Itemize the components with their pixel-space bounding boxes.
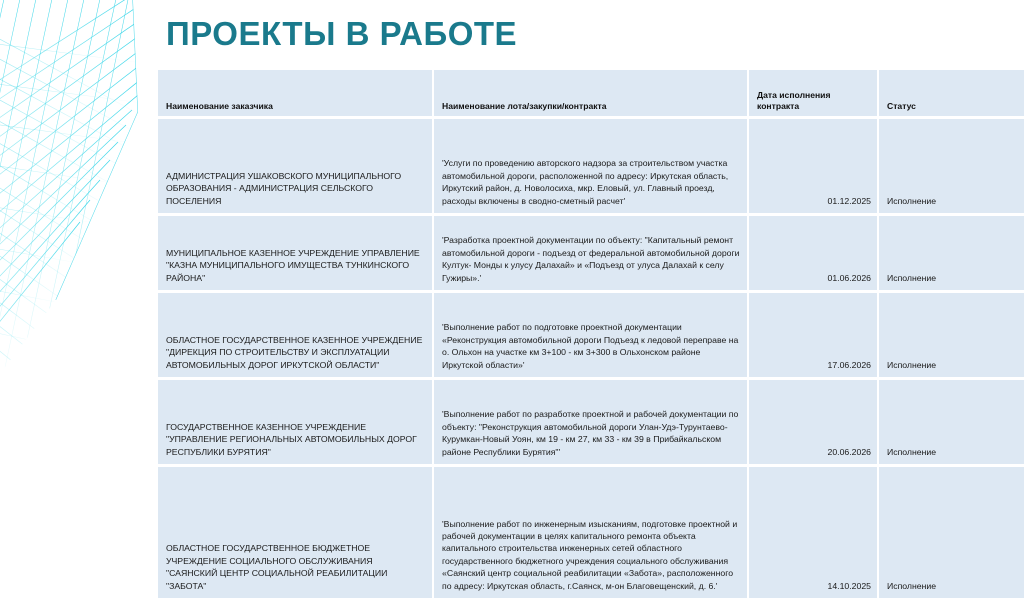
- column-header-status-label: Статус: [887, 101, 916, 111]
- cell-lot: 'Выполнение работ по подготовке проектной документации «Реконструкция автомобильной дороги Подъезд к ледовой переправе на о. Ольхон на участке км 3+100 - км 3+300 в Ольхонском районе Иркутской области»': [433, 292, 748, 379]
- cell-lot: 'Выполнение работ по разработке проектной и рабочей документации по объекту: "Реконструкция автомобильной дороги Улан-Удэ-Турунтаево-Курумкан-Новый Уоян, км 19 - км 27, км 33 - км 39 в Прибайкальском районе Республики Бурятия"': [433, 379, 748, 466]
- projects-table: [158, 70, 1024, 601]
- table-row: [158, 118, 1024, 215]
- column-header-status: [878, 70, 1024, 118]
- column-header-customer: [158, 70, 433, 118]
- cell-status: Исполнение: [878, 466, 1024, 600]
- column-header-customer-label: Наименование заказчика: [166, 101, 273, 111]
- table-row: [158, 292, 1024, 379]
- cell-date: 01.06.2026: [748, 215, 878, 292]
- page-title: ПРОЕКТЫ В РАБОТЕ: [166, 15, 518, 52]
- cell-customer: ГОСУДАРСТВЕННОЕ КАЗЕННОЕ УЧРЕЖДЕНИЕ "УПРАВЛЕНИЕ РЕГИОНАЛЬНЫХ АВТОМОБИЛЬНЫХ ДОРОГ РЕСПУБЛИКИ БУРЯТИЯ": [158, 379, 433, 466]
- cell-customer: ОБЛАСТНОЕ ГОСУДАРСТВЕННОЕ КАЗЕННОЕ УЧРЕЖДЕНИЕ "ДИРЕКЦИЯ ПО СТРОИТЕЛЬСТВУ И ЭКСПЛУАТАЦИИ АВТОМОБИЛЬНЫХ ДОРОГ ИРКУТСКОЙ ОБЛАСТИ": [158, 292, 433, 379]
- cell-lot: 'Услуги по проведению авторского надзора за строительством участка автомобильной дороги, расположенной по адресу: Иркутская область, Иркутский район, д. Новолосиха, мкр. Еловый, ул. Главный проезд, расходы включены в сводно-сметный расчет': [433, 118, 748, 215]
- cell-status: Исполнение: [878, 379, 1024, 466]
- projects-table-container: [158, 70, 1024, 601]
- cell-date: 14.10.2025: [748, 466, 878, 600]
- cell-date: 01.12.2025: [748, 118, 878, 215]
- table-row: [158, 379, 1024, 466]
- column-header-lot-label: Наименование лота/закупки/контракта: [442, 101, 607, 111]
- column-header-date-label: Дата исполнения контракта: [757, 90, 831, 111]
- table-row: [158, 466, 1024, 600]
- table-header-row: [158, 70, 1024, 118]
- cell-customer: ОБЛАСТНОЕ ГОСУДАРСТВЕННОЕ БЮДЖЕТНОЕ УЧРЕЖДЕНИЕ СОЦИАЛЬНОГО ОБСЛУЖИВАНИЯ "САЯНСКИЙ ЦЕНТР СОЦИАЛЬНОЙ РЕАБИЛИТАЦИИ "ЗАБОТА": [158, 466, 433, 600]
- cell-lot: 'Выполнение работ по инженерным изысканиям, подготовке проектной и рабочей документации в целях капитального ремонта объекта капитального строительства инженерных сетей областного государственного бюджетного учреждения социального обслуживания «Саянский центр социальной реабилитации «Забота», расположенного по адресу: Иркутская область, г.Саянск, м-он Благовещенский, д. 6.': [433, 466, 748, 600]
- table-row: [158, 215, 1024, 292]
- cell-customer: МУНИЦИПАЛЬНОЕ КАЗЕННОЕ УЧРЕЖДЕНИЕ УПРАВЛЕНИЕ "КАЗНА МУНИЦИПАЛЬНОГО ИМУЩЕСТВА ТУНКИНСКОГО РАЙОНА": [158, 215, 433, 292]
- cell-date: 20.06.2026: [748, 379, 878, 466]
- cell-status: Исполнение: [878, 118, 1024, 215]
- column-header-date: [748, 70, 878, 118]
- cell-date: 17.06.2026: [748, 292, 878, 379]
- cell-lot: 'Разработка проектной документации по объекту: "Капитальный ремонт автомобильной дороги - подъезд от федеральной автомобильной дороги Култук- Монды к улусу Далахай» и «Подъезд от улуса Далахай к селу Гужиры».': [433, 215, 748, 292]
- decorative-mesh-artwork: [0, 0, 170, 400]
- column-header-lot: [433, 70, 748, 118]
- cell-status: Исполнение: [878, 292, 1024, 379]
- table-body: [158, 118, 1024, 600]
- cell-status: Исполнение: [878, 215, 1024, 292]
- table-header: [158, 70, 1024, 118]
- cell-customer: АДМИНИСТРАЦИЯ УШАКОВСКОГО МУНИЦИПАЛЬНОГО ОБРАЗОВАНИЯ - АДМИНИСТРАЦИЯ СЕЛЬСКОГО ПОСЕЛЕНИЯ: [158, 118, 433, 215]
